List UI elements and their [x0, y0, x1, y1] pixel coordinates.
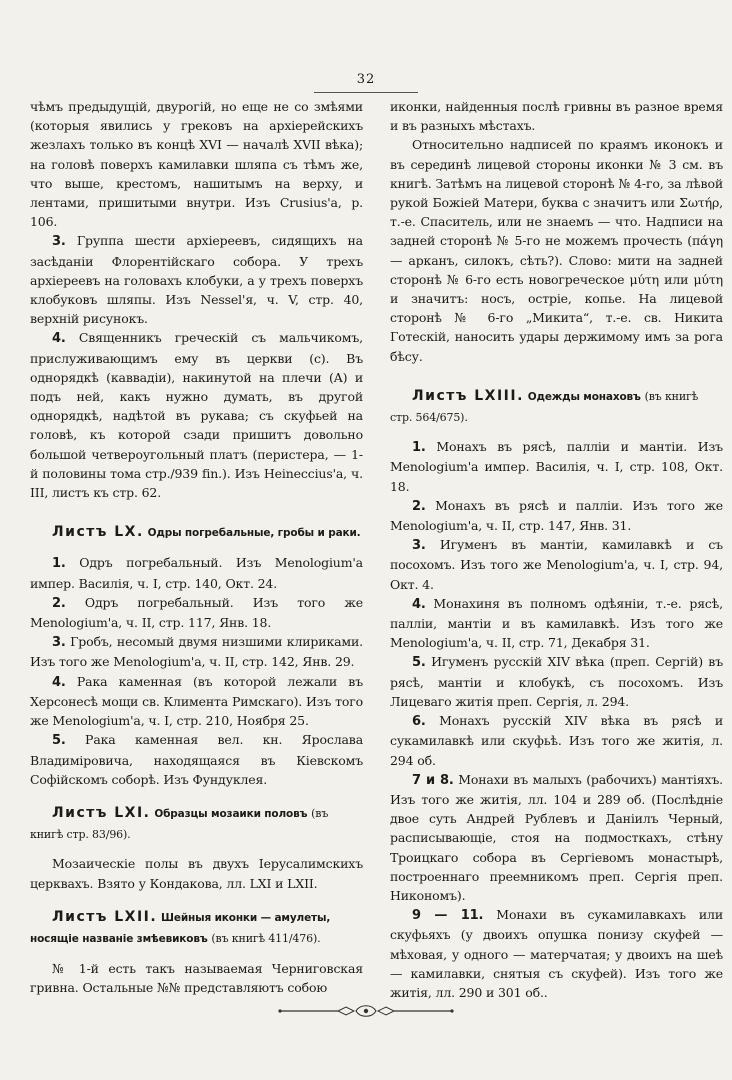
item-text: Монахи въ сукамилавкахъ или скуфьяхъ (у двоихъ опушка понизу скуфей — мѣховая, у одного — матерчатая; у двоихъ на шеѣ — камилавки, снятыя съ скуфей). Изъ того же житія, лл. 290 и 301 об..	[390, 907, 724, 1000]
left-item-4	[30, 328, 363, 502]
item-number: 3.	[52, 635, 66, 651]
item-text: Рака каменная вел. кн. Ярослава Владиміровича, находящаяся въ Кіевскомъ Софійскомъ соборѣ. Изъ Фундуклея.	[30, 732, 363, 787]
sheet-62-ref: (въ книгѣ 411/476).	[211, 931, 321, 945]
item-number: 4.	[412, 596, 426, 612]
sheet-63-desc: Одежды монаховъ	[527, 390, 641, 403]
item-number: 2.	[412, 498, 426, 514]
item-number: 7 и 8.	[412, 772, 454, 788]
item-text: Монахъ въ рясѣ, палліи и мантіи. Изъ Menologium'а импер. Василія, ч. I, стр. 108, Окт. 18.	[390, 439, 723, 494]
page-number: 32	[356, 72, 376, 87]
sheet-63-heading	[390, 386, 723, 427]
sheet-61-text: Мозаическіе полы въ двухъ Іерусалимскихъ церквахъ. Взято у Кондакова, лл. LXI и LXII.	[30, 856, 363, 891]
right-column	[390, 97, 723, 1002]
sheet-60-desc: Одры погребальные, гробы и раки.	[147, 527, 361, 540]
item-text: Монахи въ малыхъ (рабочихъ) мантіяхъ. Изъ того же житія, лл. 104 и 289 об. (Послѣдніе двое суть Андрей Рублевъ и Даніилъ Черный, расписывающіе, стоя на подмосткахъ, стѣну Троицкаго собора въ Сергіевомъ монастырѣ, построеннаго преемникомъ преп. Сергія преп. Никономъ).	[390, 771, 723, 903]
sheet-63-ref: (въ книгѣ стр. 564/675).	[390, 389, 699, 425]
item-number: 5.	[52, 733, 66, 749]
sheet-60-item-4	[30, 672, 363, 731]
sheet-60-title: Листъ LX.	[52, 524, 144, 541]
item-text: Игуменъ русскій XIV вѣка (преп. Сергій) въ рясѣ, мантіи и клобукѣ, съ посохомъ. Изъ Лицеваго житія преп. Сергія, л. 294.	[390, 654, 723, 709]
sheet-63-item-3	[390, 535, 723, 594]
sheet-63-item-4	[390, 594, 723, 653]
inscriptions-paragraph: Относительно надписей по краямъ иконокъ и въ серединѣ лицевой стороны иконки № 3 см. въ книгѣ. Затѣмъ на лицевой сторонѣ № 4-го, за лѣвой рукой Божіей Матери, буква с значитъ или Σωτήρ, т.-е. Спаситель, или не знаемъ — что. Надписи на задней сторонѣ № 5-го не можемъ прочесть (πάγη — арканъ, силокъ, сѣть?). Слово: мити на задней сторонѣ № 6-го есть новогреческое μύτη или μύτη и значитъ: носъ, остріе, копье. На лицевой сторонѣ № 6-го „Микита“, т.-е. св. Никита Готескій, наносить удары держимому имъ за рога бѣсу.	[390, 137, 723, 364]
item-number: 9 — 11.	[412, 908, 484, 924]
item-text: Одръ погребальный. Изъ Menologium'а импер. Василія, ч. I, стр. 140, Окт. 24.	[30, 555, 363, 591]
left-intro-paragraph: чѣмъ предыдущій, двурогій, но еще не со змѣями (которыя явились у грековъ на архіерейскихъ жезлахъ только въ концѣ XVI — началѣ XVII вѣка); на головѣ поверхъ камилавки шляпа съ тѣмъ же, что выше, крестомъ, нашитымъ на верху, и лентами, пришитыми внутри. Изъ Crusius'а, р. 106.	[30, 99, 363, 230]
page-number-rule	[314, 92, 418, 93]
left-column	[30, 97, 363, 998]
item-text: Монахиня въ полномъ одѣяніи, т.-е. рясѣ, палліи, мантіи и въ камилавкѣ. Изъ того же Menologium'а, ч. II, стр. 71, Декабря 31.	[390, 595, 723, 651]
sheet-60-item-1	[30, 553, 363, 592]
item-number: 3.	[52, 234, 66, 250]
item-text: Гробъ, несомый двумя низшими клириками. Изъ того же Menologium'а, ч. II, стр. 142, Янв. 29.	[30, 634, 363, 670]
sheet-62-desc: Шейныя иконки — амулеты, носящіе названіе змѣевиковъ	[30, 911, 331, 945]
sheet-60-item-2	[30, 593, 363, 632]
item-text: Священникъ греческій съ мальчикомъ, прислуживающимъ ему въ церкви (c). Въ однорядкѣ (каввадіи), накинутой на плечи (A) и подъ ней, какъ нужно думать, въ другой однорядкѣ, надѣтой въ рукава; съ скуфьей на головѣ, къ которой сзади пришитъ довольно большой четвероугольный платъ (перистера, — 1-й половины тома стр./939 fin.). Изъ Heineccius'а, ч. III, листъ къ стр. 62.	[30, 330, 363, 501]
left-item-3	[30, 231, 363, 328]
sheet-62-title: Листъ LXII.	[52, 908, 158, 925]
sheet-61-desc: Образцы мозаики половъ	[154, 807, 308, 820]
sheet-61-title: Листъ LXI.	[52, 804, 151, 821]
sheet-62-text: № 1-й есть такъ называемая Черниговская гривна. Остальные №№ представляютъ собою	[30, 961, 363, 996]
item-text: Рака каменная (въ которой лежали въ Херсонесѣ мощи св. Климента Римскаго). Изъ того же Menologium'а, ч. I, стр. 210, Ноября 25.	[30, 673, 363, 729]
sheet-63-title: Листъ LXIII.	[412, 387, 524, 404]
closing-ornament-icon	[276, 1000, 456, 1022]
item-number: 2.	[52, 595, 66, 611]
sheet-61-heading	[30, 803, 363, 844]
sheet-63-item-2	[390, 496, 723, 535]
sheet-61-ref: (въ книгѣ стр. 83/96).	[30, 806, 329, 842]
sheet-60-heading	[30, 522, 363, 543]
sheet-63-item-5	[390, 652, 723, 711]
item-number: 5.	[412, 655, 426, 671]
item-number: 1.	[52, 556, 66, 572]
item-number: 4.	[52, 674, 66, 690]
right-continuation: иконки, найденныя послѣ гривны въ разное время и въ разныхъ мѣстахъ.	[390, 99, 723, 134]
sheet-62-heading	[30, 907, 363, 949]
item-text: Игуменъ въ мантіи, камилавкѣ и съ посохомъ. Изъ того же Menologium'а, ч. I, стр. 94, Окт. 4.	[390, 537, 723, 592]
item-number: 4.	[52, 331, 66, 347]
sheet-63-item-1	[390, 437, 723, 496]
item-text: Группа шести архіереевъ, сидящихъ на засѣданіи Флорентійскаго собора. У трехъ архіереевъ на головахъ клобуки, а у трехъ поверхъ клобуковъ шляпы. Изъ Nessel'я, ч. V, стр. 40, верхній рисунокъ.	[30, 233, 363, 327]
item-number: 3.	[412, 538, 426, 554]
item-text: Монахъ русскій XIV вѣка въ рясѣ и сукамилавкѣ или скуфьѣ. Изъ того же житія, л. 294 об.	[390, 713, 723, 768]
item-number: 1.	[412, 440, 426, 456]
sheet-63-item-7-8	[390, 770, 723, 905]
sheet-63-item-6	[390, 711, 723, 770]
sheet-60-item-5	[30, 730, 363, 789]
sheet-63-item-9-11	[390, 905, 723, 1002]
item-text: Монахъ въ рясѣ и палліи. Изъ того же Menologium'а, ч. II, стр. 147, Янв. 31.	[390, 497, 723, 534]
item-number: 6.	[412, 714, 426, 730]
item-text: Одръ погребальный. Изъ того же Menologium'а, ч. II, стр. 117, Янв. 18.	[30, 594, 363, 631]
sheet-60-item-3	[30, 632, 363, 671]
